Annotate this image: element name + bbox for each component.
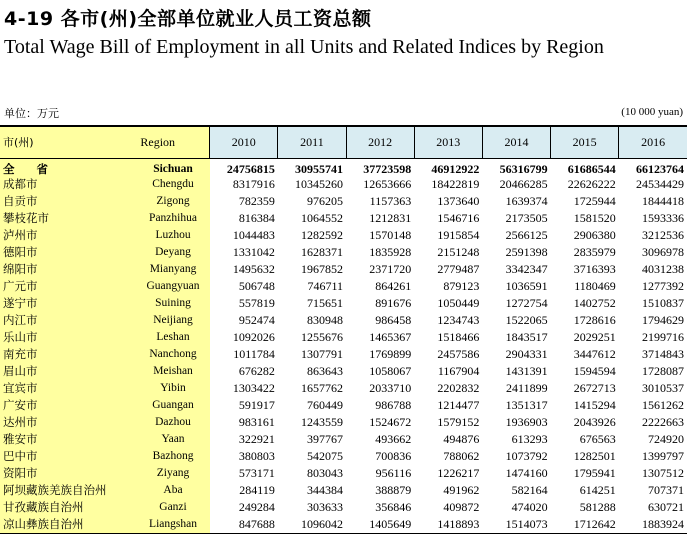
wage-value-cell: 1639374 (505, 193, 548, 208)
wage-value-cell: 3342347 (505, 261, 548, 276)
wage-value-cell: 1967852 (301, 261, 344, 276)
wage-value-cell: 724920 (648, 431, 684, 446)
page-title-english: Total Wage Bill of Employment in all Units and Related Indices by Region (4, 36, 604, 58)
wage-value-cell: 2566125 (505, 227, 548, 242)
wage-value-cell: 630721 (648, 499, 684, 514)
table-header-row (0, 126, 687, 158)
wage-value-cell: 1524672 (369, 414, 412, 429)
wage-value-cell: 344384 (307, 482, 344, 497)
region-name-en: Nanchong (136, 346, 209, 363)
column-header-region-cn: 市(州) (0, 126, 136, 158)
region-name-en: Bazhong (136, 448, 209, 465)
region-name-en: Leshan (136, 329, 209, 346)
wage-value-cell: 24756815 (226, 161, 275, 176)
wage-value-cell: 1728616 (573, 312, 616, 327)
unit-label-english: (10 000 yuan) (621, 106, 683, 118)
wage-value-cell: 1465367 (369, 329, 412, 344)
region-name-en: Zigong (136, 193, 209, 210)
region-name-en: Guangyuan (136, 278, 209, 295)
wage-value-cell: 1561262 (642, 397, 684, 412)
wage-value-cell: 879123 (443, 278, 480, 293)
region-name-en: Meishan (136, 363, 209, 380)
wage-value-cell: 1579152 (437, 414, 480, 429)
wage-value-cell: 1096042 (278, 516, 346, 534)
wage-value-cell: 4031238 (642, 261, 684, 276)
wage-value-cell: 591917 (238, 397, 275, 412)
wage-value-cell: 20466285 (499, 176, 548, 191)
wage-value-cell: 1073792 (505, 448, 548, 463)
wage-value-cell: 2411899 (506, 380, 548, 395)
wage-value-cell: 397767 (307, 431, 344, 446)
wage-value-cell: 474020 (511, 499, 548, 514)
wage-value-cell: 1570148 (369, 227, 412, 242)
column-header-year: 2013 (414, 126, 482, 158)
wage-value-cell: 1307791 (301, 346, 344, 361)
wage-value-cell: 1835928 (369, 244, 412, 259)
table-row (0, 499, 687, 516)
table-row (0, 448, 687, 465)
region-name-cn: 遂宁市 (0, 295, 136, 312)
table-row (0, 431, 687, 448)
region-name-en: Deyang (136, 244, 209, 261)
wage-value-cell: 491962 (443, 482, 480, 497)
region-name-cn: 攀枝花市 (0, 210, 136, 227)
wage-value-cell: 56316799 (499, 161, 548, 176)
table-row (0, 295, 687, 312)
wage-value-cell: 986458 (375, 312, 412, 327)
table-row (0, 329, 687, 346)
wage-value-cell: 1212831 (369, 210, 412, 225)
wage-value-cell: 1915854 (437, 227, 480, 242)
wage-value-cell: 2672713 (573, 380, 616, 395)
wage-value-cell: 1628371 (301, 244, 344, 259)
wage-value-cell: 1725944 (573, 193, 616, 208)
wage-value-cell: 847688 (210, 516, 278, 534)
region-name-cn: 绵阳市 (0, 261, 136, 278)
wage-value-cell: 1234743 (437, 312, 480, 327)
region-name-cn: 宜宾市 (0, 380, 136, 397)
wage-value-cell: 581288 (579, 499, 616, 514)
wage-value-cell: 1495632 (232, 261, 275, 276)
table-body (0, 158, 687, 533)
wage-value-cell: 24534429 (636, 176, 684, 191)
table-row (0, 363, 687, 380)
wage-value-cell: 976205 (307, 193, 344, 208)
table-row (0, 346, 687, 363)
wage-value-cell: 557819 (238, 295, 275, 310)
wage-value-cell: 409872 (443, 499, 480, 514)
region-name-en: Yibin (136, 380, 209, 397)
region-name-cn: 乐山市 (0, 329, 136, 346)
wage-value-cell: 22626222 (567, 176, 616, 191)
region-name-en: Dazhou (136, 414, 209, 431)
wage-value-cell: 356846 (375, 499, 412, 514)
wage-value-cell: 284119 (239, 482, 275, 497)
wage-value-cell: 8317916 (232, 176, 275, 191)
wage-value-cell: 1418893 (414, 516, 482, 534)
table-row (0, 516, 687, 534)
column-header-year: 2012 (346, 126, 414, 158)
wage-value-cell: 1794629 (642, 312, 684, 327)
wage-value-cell: 2779487 (437, 261, 480, 276)
table-row (0, 210, 687, 227)
region-name-en: Ziyang (136, 465, 209, 482)
region-name-en: Aba (136, 482, 209, 499)
wage-value-cell: 1546716 (437, 210, 480, 225)
wage-value-cell: 1050449 (437, 295, 480, 310)
region-name-cn: 广元市 (0, 278, 136, 295)
region-name-en: Panzhihua (136, 210, 209, 227)
region-name-cn: 雅安市 (0, 431, 136, 448)
wage-value-cell: 3447612 (573, 346, 616, 361)
wage-value-cell: 1092026 (232, 329, 275, 344)
wage-value-cell: 2906380 (573, 227, 616, 242)
region-name-cn: 广安市 (0, 397, 136, 414)
wage-value-cell: 46912922 (431, 161, 480, 176)
wage-value-cell: 249284 (238, 499, 275, 514)
wage-value-cell: 2457586 (437, 346, 480, 361)
wage-value-cell: 1167904 (437, 363, 480, 378)
wage-value-cell: 788062 (443, 448, 480, 463)
region-name-en: Suining (136, 295, 209, 312)
wage-value-cell: 2199716 (642, 329, 684, 344)
region-name-en: Yaan (136, 431, 209, 448)
wage-value-cell: 542075 (307, 448, 344, 463)
wage-value-cell: 1351317 (505, 397, 548, 412)
wage-value-cell: 582164 (511, 482, 548, 497)
column-header-year: 2016 (619, 126, 687, 158)
wage-value-cell: 891676 (375, 295, 412, 310)
wage-value-cell: 3714843 (642, 346, 684, 361)
region-name-en: Mianyang (136, 261, 209, 278)
wage-value-cell: 1214477 (437, 397, 480, 412)
column-header-region-en: Region (136, 126, 209, 158)
page-title-chinese: 4-19 各市(州)全部单位就业人员工资总额 (4, 8, 372, 30)
wage-value-cell: 613293 (511, 431, 548, 446)
region-name-en: Guangan (136, 397, 209, 414)
wage-value-cell: 803043 (307, 465, 344, 480)
table-row (0, 312, 687, 329)
wage-value-cell: 1272754 (505, 295, 548, 310)
region-name-cn: 自贡市 (0, 193, 136, 210)
wage-value-cell: 1431391 (505, 363, 548, 378)
column-header-year: 2014 (482, 126, 550, 158)
region-name-cn: 内江市 (0, 312, 136, 329)
wage-value-cell: 863643 (307, 363, 344, 378)
region-name-cn: 达州市 (0, 414, 136, 431)
wage-value-cell: 506748 (238, 278, 275, 293)
table-row (0, 261, 687, 278)
wage-value-cell: 2202832 (437, 380, 480, 395)
table-row (0, 176, 687, 193)
table-row (0, 380, 687, 397)
table-row (0, 227, 687, 244)
wage-value-cell: 1581520 (573, 210, 616, 225)
wage-value-cell: 1064552 (301, 210, 344, 225)
wage-value-cell: 322921 (238, 431, 275, 446)
wage-value-cell: 1243559 (301, 414, 344, 429)
wage-value-cell: 573171 (238, 465, 275, 480)
wage-value-cell: 3096978 (642, 244, 684, 259)
wage-value-cell: 493662 (375, 431, 412, 446)
region-name-cn: 资阳市 (0, 465, 136, 482)
region-name-cn: 凉山彝族自治州 (0, 516, 136, 534)
table-row (0, 278, 687, 295)
region-name-cn: 南充市 (0, 346, 136, 363)
region-name-en: Luzhou (136, 227, 209, 244)
wage-value-cell: 1843517 (505, 329, 548, 344)
wage-value-cell: 676282 (238, 363, 275, 378)
wage-value-cell: 760449 (307, 397, 344, 412)
wage-value-cell: 2151248 (437, 244, 480, 259)
table-row (0, 414, 687, 431)
wage-value-cell: 10345260 (295, 176, 344, 191)
wage-value-cell: 2904331 (505, 346, 548, 361)
wage-value-cell: 66123764 (636, 161, 684, 176)
region-name-en: Liangshan (136, 516, 209, 534)
region-name-cn: 德阳市 (0, 244, 136, 261)
wage-value-cell: 12653666 (363, 176, 412, 191)
wage-value-cell: 2043926 (573, 414, 616, 429)
wage-value-cell: 2173505 (505, 210, 548, 225)
wage-value-cell: 746711 (307, 278, 344, 293)
wage-value-cell: 1657762 (301, 380, 344, 395)
wage-value-cell: 1180469 (574, 278, 616, 293)
wage-value-cell: 1282501 (573, 448, 616, 463)
wage-value-cell: 1936903 (505, 414, 548, 429)
wage-value-cell: 2029251 (573, 329, 616, 344)
wage-value-cell: 983161 (238, 414, 275, 429)
table-row (0, 465, 687, 482)
wage-value-cell: 700836 (375, 448, 412, 463)
wage-value-cell: 2371720 (369, 261, 412, 276)
wage-table (0, 125, 687, 534)
wage-value-cell: 1510837 (642, 295, 684, 310)
wage-value-cell: 1282592 (301, 227, 344, 242)
region-name-cn: 泸州市 (0, 227, 136, 244)
wage-value-cell: 1255676 (301, 329, 344, 344)
wage-value-cell: 1514073 (482, 516, 550, 534)
wage-value-cell: 1769899 (369, 346, 412, 361)
wage-value-cell: 2835979 (573, 244, 616, 259)
wage-value-cell: 303633 (307, 499, 344, 514)
region-name-en: Sichuan (136, 158, 209, 176)
region-name-cn: 成都市 (0, 176, 136, 193)
wage-value-cell: 61686544 (567, 161, 616, 176)
wage-value-cell: 676563 (579, 431, 616, 446)
wage-value-cell: 1044483 (232, 227, 275, 242)
wage-value-cell: 1795941 (573, 465, 616, 480)
wage-value-cell: 1226217 (437, 465, 480, 480)
wage-value-cell: 1399797 (642, 448, 684, 463)
wage-value-cell: 1011784 (233, 346, 275, 361)
region-name-cn: 眉山市 (0, 363, 136, 380)
wage-value-cell: 37723598 (363, 161, 412, 176)
wage-value-cell: 1405649 (346, 516, 414, 534)
wage-value-cell: 614251 (579, 482, 616, 497)
wage-value-cell: 1474160 (505, 465, 548, 480)
wage-value-cell: 1415294 (573, 397, 616, 412)
wage-value-cell: 1593336 (642, 210, 684, 225)
wage-value-cell: 380803 (238, 448, 275, 463)
region-name-cn: 甘孜藏族自治州 (0, 499, 136, 516)
wage-value-cell: 707371 (648, 482, 684, 497)
wage-value-cell: 18422819 (431, 176, 480, 191)
wage-value-cell: 1157363 (369, 193, 412, 208)
wage-value-cell: 1058067 (369, 363, 412, 378)
wage-value-cell: 494876 (443, 431, 480, 446)
wage-value-cell: 1402752 (573, 295, 616, 310)
wage-value-cell: 2033710 (369, 380, 412, 395)
region-name-cn: 巴中市 (0, 448, 136, 465)
wage-value-cell: 3212536 (642, 227, 684, 242)
wage-value-cell: 2222663 (642, 414, 684, 429)
wage-value-cell: 1277392 (642, 278, 684, 293)
wage-value-cell: 830948 (307, 312, 344, 327)
wage-value-cell: 2591398 (505, 244, 548, 259)
wage-value-cell: 1307512 (642, 465, 684, 480)
wage-value-cell: 1518466 (437, 329, 480, 344)
wage-value-cell: 715651 (307, 295, 344, 310)
region-name-en: Chengdu (136, 176, 209, 193)
wage-value-cell: 3716393 (573, 261, 616, 276)
region-name-en: Ganzi (136, 499, 209, 516)
wage-value-cell: 952474 (238, 312, 275, 327)
column-header-year: 2010 (210, 126, 278, 158)
column-header-year: 2011 (278, 126, 346, 158)
wage-value-cell: 956116 (375, 465, 412, 480)
wage-value-cell: 1522065 (505, 312, 548, 327)
table-row (0, 482, 687, 499)
region-name-cn: 阿坝藏族羌族自治州 (0, 482, 136, 499)
table-row (0, 397, 687, 414)
wage-value-cell: 1883924 (619, 516, 687, 534)
wage-value-cell: 3010537 (642, 380, 684, 395)
wage-value-cell: 986788 (375, 397, 412, 412)
wage-value-cell: 864261 (375, 278, 412, 293)
table-row-total (0, 158, 687, 176)
region-name-cn: 全 省 (0, 158, 136, 176)
unit-label-chinese: 单位：万元 (4, 107, 59, 120)
table-row (0, 244, 687, 261)
wage-value-cell: 782359 (238, 193, 275, 208)
wage-value-cell: 1594594 (573, 363, 616, 378)
wage-value-cell: 1844418 (642, 193, 684, 208)
wage-value-cell: 1331042 (232, 244, 275, 259)
wage-value-cell: 1036591 (505, 278, 548, 293)
table-row (0, 193, 687, 210)
wage-value-cell: 1712642 (551, 516, 619, 534)
column-header-year: 2015 (551, 126, 619, 158)
wage-value-cell: 30955741 (295, 161, 344, 176)
wage-value-cell: 1373640 (437, 193, 480, 208)
region-name-en: Neijiang (136, 312, 209, 329)
wage-value-cell: 816384 (238, 210, 275, 225)
wage-value-cell: 1728087 (642, 363, 684, 378)
wage-value-cell: 388879 (375, 482, 412, 497)
wage-value-cell: 1303422 (232, 380, 275, 395)
